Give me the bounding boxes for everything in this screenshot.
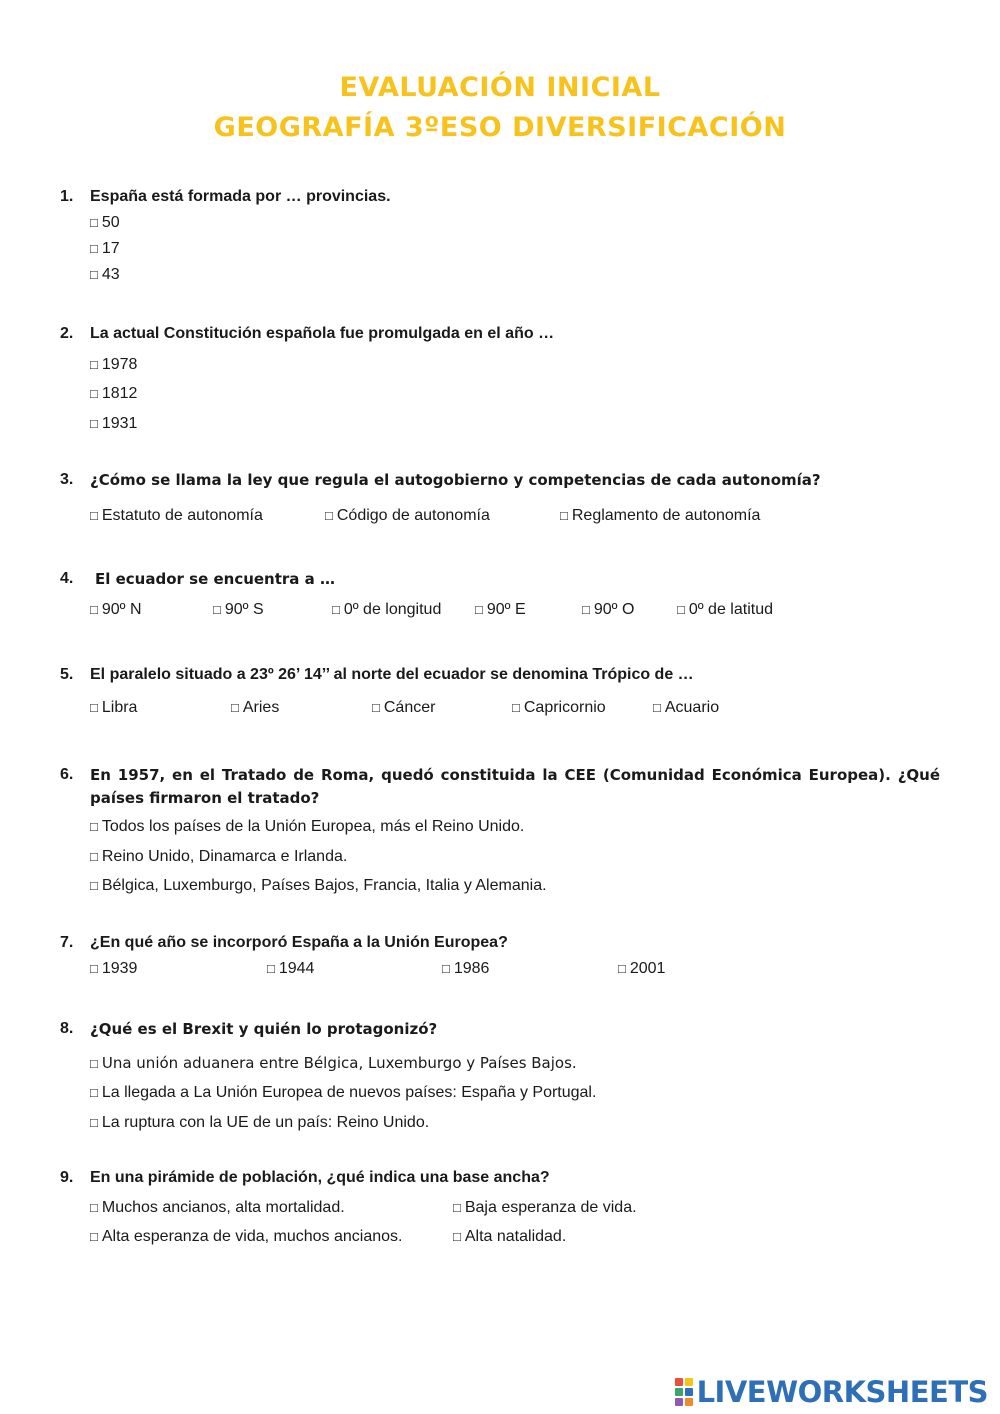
checkbox-icon[interactable]: □ xyxy=(90,386,98,401)
option-label: Una unión aduanera entre Bélgica, Luxemburgo y Países Bajos. xyxy=(101,1054,577,1072)
option-checkbox[interactable] xyxy=(453,1228,566,1246)
liveworksheets-logo xyxy=(675,1375,988,1409)
option-checkbox[interactable] xyxy=(90,877,547,895)
option-checkbox[interactable] xyxy=(442,960,489,978)
option-label: Alta esperanza de vida, muchos ancianos. xyxy=(101,1228,403,1245)
option-checkbox[interactable] xyxy=(90,507,263,525)
question-number: 9. xyxy=(60,1169,74,1186)
option-label: 90º O xyxy=(593,601,635,618)
option-label: 90º N xyxy=(101,601,142,618)
option-label: Libra xyxy=(101,699,138,716)
checkbox-icon[interactable]: □ xyxy=(90,1115,98,1130)
checkbox-icon[interactable]: □ xyxy=(90,849,98,864)
option-label: 0º de longitud xyxy=(343,601,442,618)
question-number: 5. xyxy=(60,666,74,683)
checkbox-icon[interactable]: □ xyxy=(90,602,98,617)
option-checkbox[interactable] xyxy=(90,1228,402,1246)
checkbox-icon[interactable]: □ xyxy=(90,878,98,893)
checkbox-icon[interactable]: □ xyxy=(475,602,483,617)
question-number: 1. xyxy=(60,188,74,205)
option-label: Aries xyxy=(242,699,280,716)
option-checkbox[interactable] xyxy=(90,214,120,232)
checkbox-icon[interactable]: □ xyxy=(653,700,661,715)
option-label: 17 xyxy=(101,240,120,257)
question-number: 3. xyxy=(60,471,74,488)
option-checkbox[interactable] xyxy=(90,960,137,978)
question-text: ¿Cómo se llama la ley que regula el autogobierno y competencias de cada autonomía? xyxy=(90,471,821,489)
checkbox-icon[interactable]: □ xyxy=(582,602,590,617)
option-checkbox[interactable] xyxy=(618,960,665,978)
option-checkbox[interactable] xyxy=(90,356,137,374)
option-label: 1978 xyxy=(101,356,138,373)
checkbox-icon[interactable]: □ xyxy=(618,961,626,976)
checkbox-icon[interactable]: □ xyxy=(90,700,98,715)
checkbox-icon[interactable]: □ xyxy=(267,961,275,976)
option-checkbox[interactable] xyxy=(90,266,120,284)
option-label: Cáncer xyxy=(383,699,436,716)
question-number: 4. xyxy=(60,570,74,587)
option-label: Reino Unido, Dinamarca e Irlanda. xyxy=(101,848,348,865)
checkbox-icon[interactable]: □ xyxy=(442,961,450,976)
option-label: Capricornio xyxy=(523,699,606,716)
option-label: 1944 xyxy=(278,960,315,977)
question-text: El ecuador se encuentra a … xyxy=(95,570,335,588)
option-label: La llegada a La Unión Europea de nuevos países: España y Portugal. xyxy=(101,1084,597,1101)
option-checkbox[interactable] xyxy=(90,699,137,717)
checkbox-icon[interactable]: □ xyxy=(90,819,98,834)
checkbox-icon[interactable]: □ xyxy=(213,602,221,617)
option-checkbox[interactable] xyxy=(231,699,279,717)
checkbox-icon[interactable]: □ xyxy=(453,1200,461,1215)
option-label: 90º E xyxy=(486,601,526,618)
checkbox-icon[interactable]: □ xyxy=(560,508,568,523)
question-number: 6. xyxy=(60,766,74,783)
checkbox-icon[interactable]: □ xyxy=(90,267,98,282)
question-number: 2. xyxy=(60,325,74,342)
option-label: La ruptura con la UE de un país: Reino Unido. xyxy=(101,1114,430,1131)
checkbox-icon[interactable]: □ xyxy=(677,602,685,617)
logo-mark-icon xyxy=(675,1378,693,1406)
option-checkbox[interactable] xyxy=(453,1199,637,1217)
option-checkbox[interactable] xyxy=(325,507,490,525)
checkbox-icon[interactable]: □ xyxy=(90,1056,98,1071)
option-label: 50 xyxy=(101,214,120,231)
option-checkbox[interactable] xyxy=(582,601,634,619)
logo-text: LIVEWORKSHEETS xyxy=(696,1375,988,1409)
option-checkbox[interactable] xyxy=(90,415,137,433)
option-label: Bélgica, Luxemburgo, Países Bajos, Francia, Italia y Alemania. xyxy=(101,877,547,894)
option-label: 0º de latitud xyxy=(688,601,773,618)
question-text: La actual Constitución española fue promulgada en el año … xyxy=(90,325,555,342)
question-number: 7. xyxy=(60,934,74,951)
question-text: En una pirámide de población, ¿qué indica una base ancha? xyxy=(90,1169,550,1186)
option-label: Todos los países de la Unión Europea, más el Reino Unido. xyxy=(101,818,525,835)
title-line-1: EVALUACIÓN INICIAL xyxy=(339,72,661,103)
checkbox-icon[interactable]: □ xyxy=(90,416,98,431)
option-label: 2001 xyxy=(629,960,666,977)
option-checkbox[interactable] xyxy=(372,699,435,717)
option-checkbox[interactable] xyxy=(677,601,773,619)
question-number: 8. xyxy=(60,1020,74,1037)
option-checkbox[interactable] xyxy=(332,601,441,619)
option-checkbox[interactable] xyxy=(90,1114,429,1132)
option-checkbox[interactable] xyxy=(90,385,137,403)
question-text: El paralelo situado a 23º 26’ 14’’ al norte del ecuador se denomina Trópico de … xyxy=(90,666,694,683)
checkbox-icon[interactable]: □ xyxy=(90,215,98,230)
checkbox-icon[interactable]: □ xyxy=(90,241,98,256)
option-label: 90º S xyxy=(224,601,264,618)
checkbox-icon[interactable]: □ xyxy=(90,1229,98,1244)
option-label: Baja esperanza de vida. xyxy=(464,1199,637,1216)
checkbox-icon[interactable]: □ xyxy=(453,1229,461,1244)
option-checkbox[interactable] xyxy=(90,240,120,258)
option-label: 1812 xyxy=(101,385,138,402)
checkbox-icon[interactable]: □ xyxy=(90,508,98,523)
option-checkbox[interactable] xyxy=(90,1199,345,1217)
option-checkbox[interactable] xyxy=(653,699,719,717)
question-text: España está formada por … provincias. xyxy=(90,188,391,205)
title-line-2: GEOGRAFÍA 3ºESO DIVERSIFICACIÓN xyxy=(213,112,787,143)
question-text: En 1957, en el Tratado de Roma, quedó constituida la CEE (Comunidad Económica Europea). ¿Qué países firmaron el tratado? xyxy=(90,766,940,807)
option-label: 1931 xyxy=(101,415,138,432)
checkbox-icon[interactable]: □ xyxy=(332,602,340,617)
checkbox-icon[interactable]: □ xyxy=(325,508,333,523)
option-label: 1986 xyxy=(453,960,490,977)
option-checkbox[interactable] xyxy=(267,960,314,978)
option-label: Código de autonomía xyxy=(336,507,490,524)
checkbox-icon[interactable]: □ xyxy=(90,961,98,976)
option-checkbox[interactable] xyxy=(90,848,347,866)
checkbox-icon[interactable]: □ xyxy=(512,700,520,715)
checkbox-icon[interactable]: □ xyxy=(231,700,239,715)
option-label: Reglamento de autonomía xyxy=(571,507,761,524)
option-checkbox[interactable] xyxy=(90,818,524,836)
option-label: Acuario xyxy=(664,699,720,716)
checkbox-icon[interactable]: □ xyxy=(372,700,380,715)
option-checkbox[interactable] xyxy=(90,1084,596,1102)
option-checkbox[interactable] xyxy=(512,699,606,717)
question-text: ¿En qué año se incorporó España a la Unión Europea? xyxy=(90,934,508,951)
checkbox-icon[interactable]: □ xyxy=(90,1200,98,1215)
question-text: ¿Qué es el Brexit y quién lo protagonizó? xyxy=(90,1020,438,1038)
checkbox-icon[interactable]: □ xyxy=(90,357,98,372)
option-checkbox[interactable] xyxy=(90,1054,577,1073)
option-checkbox[interactable] xyxy=(90,601,142,619)
option-label: 43 xyxy=(101,266,120,283)
option-label: Muchos ancianos, alta mortalidad. xyxy=(101,1199,345,1216)
option-label: Alta natalidad. xyxy=(464,1228,567,1245)
option-label: Estatuto de autonomía xyxy=(101,507,263,524)
option-checkbox[interactable] xyxy=(475,601,526,619)
option-checkbox[interactable] xyxy=(213,601,264,619)
option-checkbox[interactable] xyxy=(560,507,760,525)
option-label: 1939 xyxy=(101,960,138,977)
checkbox-icon[interactable]: □ xyxy=(90,1085,98,1100)
